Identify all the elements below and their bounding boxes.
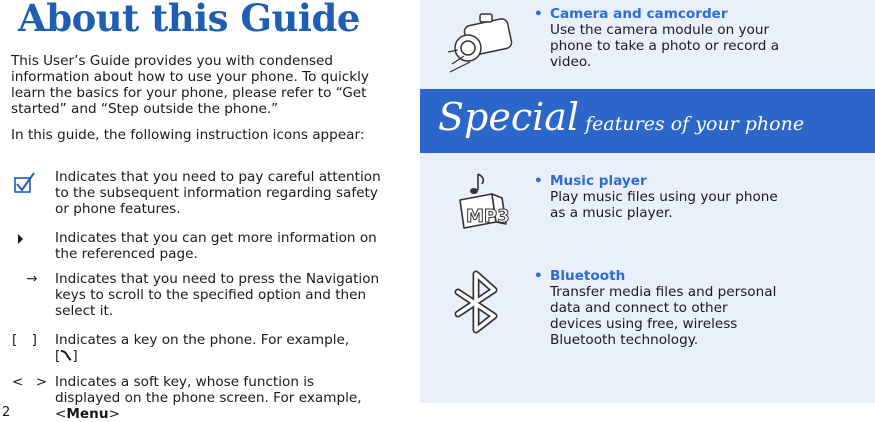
banner-title-big: Special xyxy=(438,95,580,139)
music-note-icon xyxy=(452,170,522,238)
feature-title-bluetooth: • Bluetooth xyxy=(530,268,780,284)
triangle-right-icon xyxy=(10,230,52,250)
intro-paragraph: This User’s Guide provides you with condensed information about how to use your phone. To quickly learn the basics for your phone, please refer to “Get started” and “Step outside the phone.” xyxy=(11,53,369,117)
note-checkbox-icon xyxy=(10,169,52,189)
feature-desc-music: Play music files using your phone as a music player. xyxy=(550,189,778,221)
square-brackets-icon: [ ] xyxy=(12,332,37,348)
feature-desc-bluetooth: Transfer media files and personal data and connect to other devices using free, wireless Bluetooth technology. xyxy=(550,284,777,348)
phone-call-key-icon xyxy=(60,349,72,361)
feature-camera xyxy=(530,6,780,70)
feature-title-music: • Music player xyxy=(530,173,780,189)
legend-text-key: Indicates a key on the phone. For example, [ ] xyxy=(55,332,350,364)
feature-music xyxy=(530,173,780,221)
guide-page xyxy=(0,0,420,421)
camera-icon xyxy=(444,6,524,80)
feature-title-camera: • Camera and camcorder xyxy=(530,6,780,22)
svg-text:MP3: MP3 xyxy=(466,206,510,227)
banner-title-small: features of your phone xyxy=(579,113,805,135)
legend-text-reference: Indicates that you can get more information on the referenced page. xyxy=(55,230,377,262)
legend-text-note: Indicates that you need to pay careful attention to the subsequent information regarding safety or phone features. xyxy=(55,169,381,217)
special-features-panel xyxy=(420,0,875,403)
page-title: About this Guide xyxy=(18,0,360,40)
feature-bluetooth xyxy=(530,268,780,348)
special-features-banner xyxy=(420,89,875,153)
angle-brackets-icon: < > xyxy=(12,374,48,390)
icons-intro-paragraph: In this guide, the following instruction icons appear: xyxy=(11,127,365,143)
page-number: 2 xyxy=(2,405,11,420)
arrow-right-icon: → xyxy=(26,271,38,287)
bluetooth-icon xyxy=(444,268,514,342)
feature-desc-camera: Use the camera module on your phone to take a photo or record a video. xyxy=(550,22,780,70)
legend-text-softkey: Indicates a soft key, whose function is displayed on the phone screen. For example, <Menu> xyxy=(55,374,362,422)
legend-text-navigation: Indicates that you need to press the Navigation keys to scroll to the specified option and then select it. xyxy=(55,271,380,319)
